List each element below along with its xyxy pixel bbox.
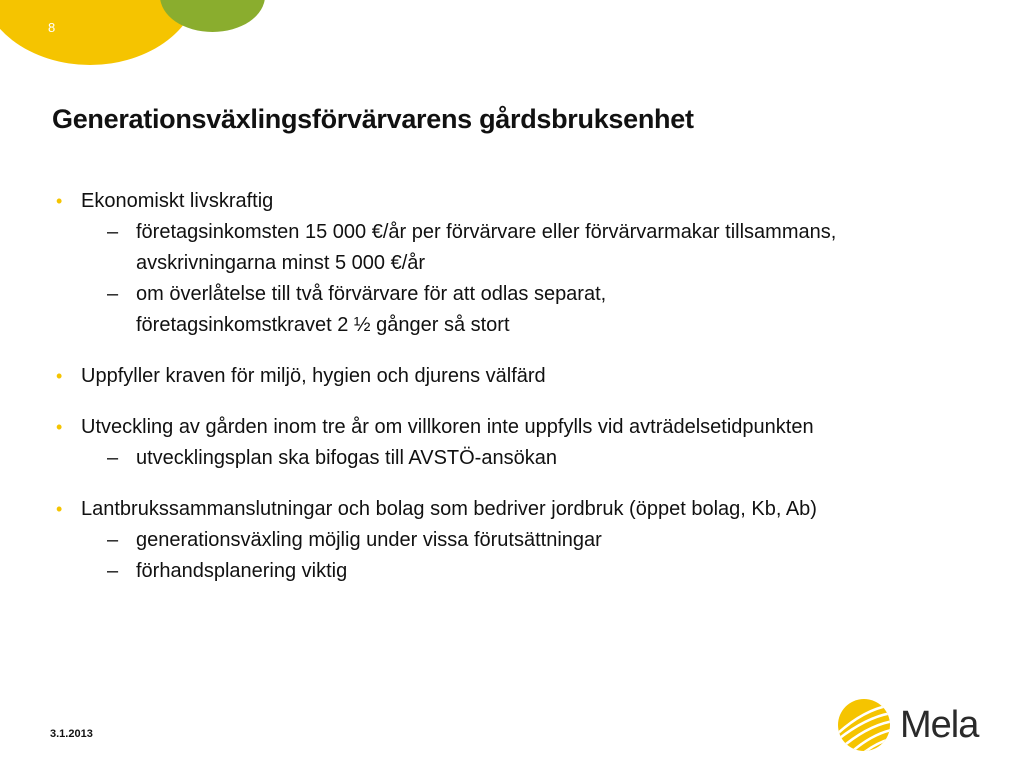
sub-text: avskrivningarna minst 5 000 €/år xyxy=(136,252,426,274)
dash-icon: – xyxy=(107,283,119,305)
logo-text: Mela xyxy=(900,703,979,746)
bullet-item xyxy=(56,412,976,474)
sub-item xyxy=(81,279,976,341)
sub-text: utvecklingsplan ska bifogas till AVSTÖ-ansökan xyxy=(136,447,557,469)
dash-icon: – xyxy=(107,560,119,582)
page-number: 8 xyxy=(48,20,56,35)
dash-icon: – xyxy=(107,221,119,243)
mela-logo xyxy=(836,697,978,753)
sub-item xyxy=(81,443,976,474)
bullet-text: Lantbrukssammanslutningar och bolag som bedriver jordbruk (öppet bolag, Kb, Ab) xyxy=(81,498,817,520)
footer-date: 3.1.2013 xyxy=(50,728,93,740)
bullet-dot-icon: • xyxy=(56,191,63,211)
sub-text: företagsinkomstkravet 2 ½ gånger så stort xyxy=(136,314,510,336)
dash-icon: – xyxy=(107,447,119,469)
bullet-item xyxy=(56,494,976,587)
sub-item xyxy=(81,525,976,556)
bullet-item xyxy=(56,186,976,341)
dash-icon: – xyxy=(107,529,119,551)
bullet-text: Ekonomiskt livskraftig xyxy=(81,190,274,212)
bullet-text: Uppfyller kraven för miljö, hygien och djurens välfärd xyxy=(81,365,546,387)
bullet-dot-icon: • xyxy=(56,417,63,437)
slide-title: Generationsväxlingsförvärvarens gårdsbruksenhet xyxy=(52,104,694,134)
bullet-item xyxy=(56,361,976,392)
sub-text: förhandsplanering viktig xyxy=(136,560,348,582)
bullet-text: Utveckling av gården inom tre år om villkoren inte uppfylls vid avträdelsetidpunkten xyxy=(81,416,814,438)
bullet-dot-icon: • xyxy=(56,499,63,519)
sun-logo-icon xyxy=(836,697,892,753)
bullet-dot-icon: • xyxy=(56,366,63,386)
sub-text: företagsinkomsten 15 000 €/år per förvärvare eller förvärvarmakar tillsammans, xyxy=(136,221,837,243)
sub-item xyxy=(81,217,976,279)
bullet-list xyxy=(56,186,976,607)
sub-text: generationsväxling möjlig under vissa förutsättningar xyxy=(136,529,602,551)
sub-item xyxy=(81,556,976,587)
sub-text: om överlåtelse till två förvärvare för att odlas separat, xyxy=(136,283,607,305)
